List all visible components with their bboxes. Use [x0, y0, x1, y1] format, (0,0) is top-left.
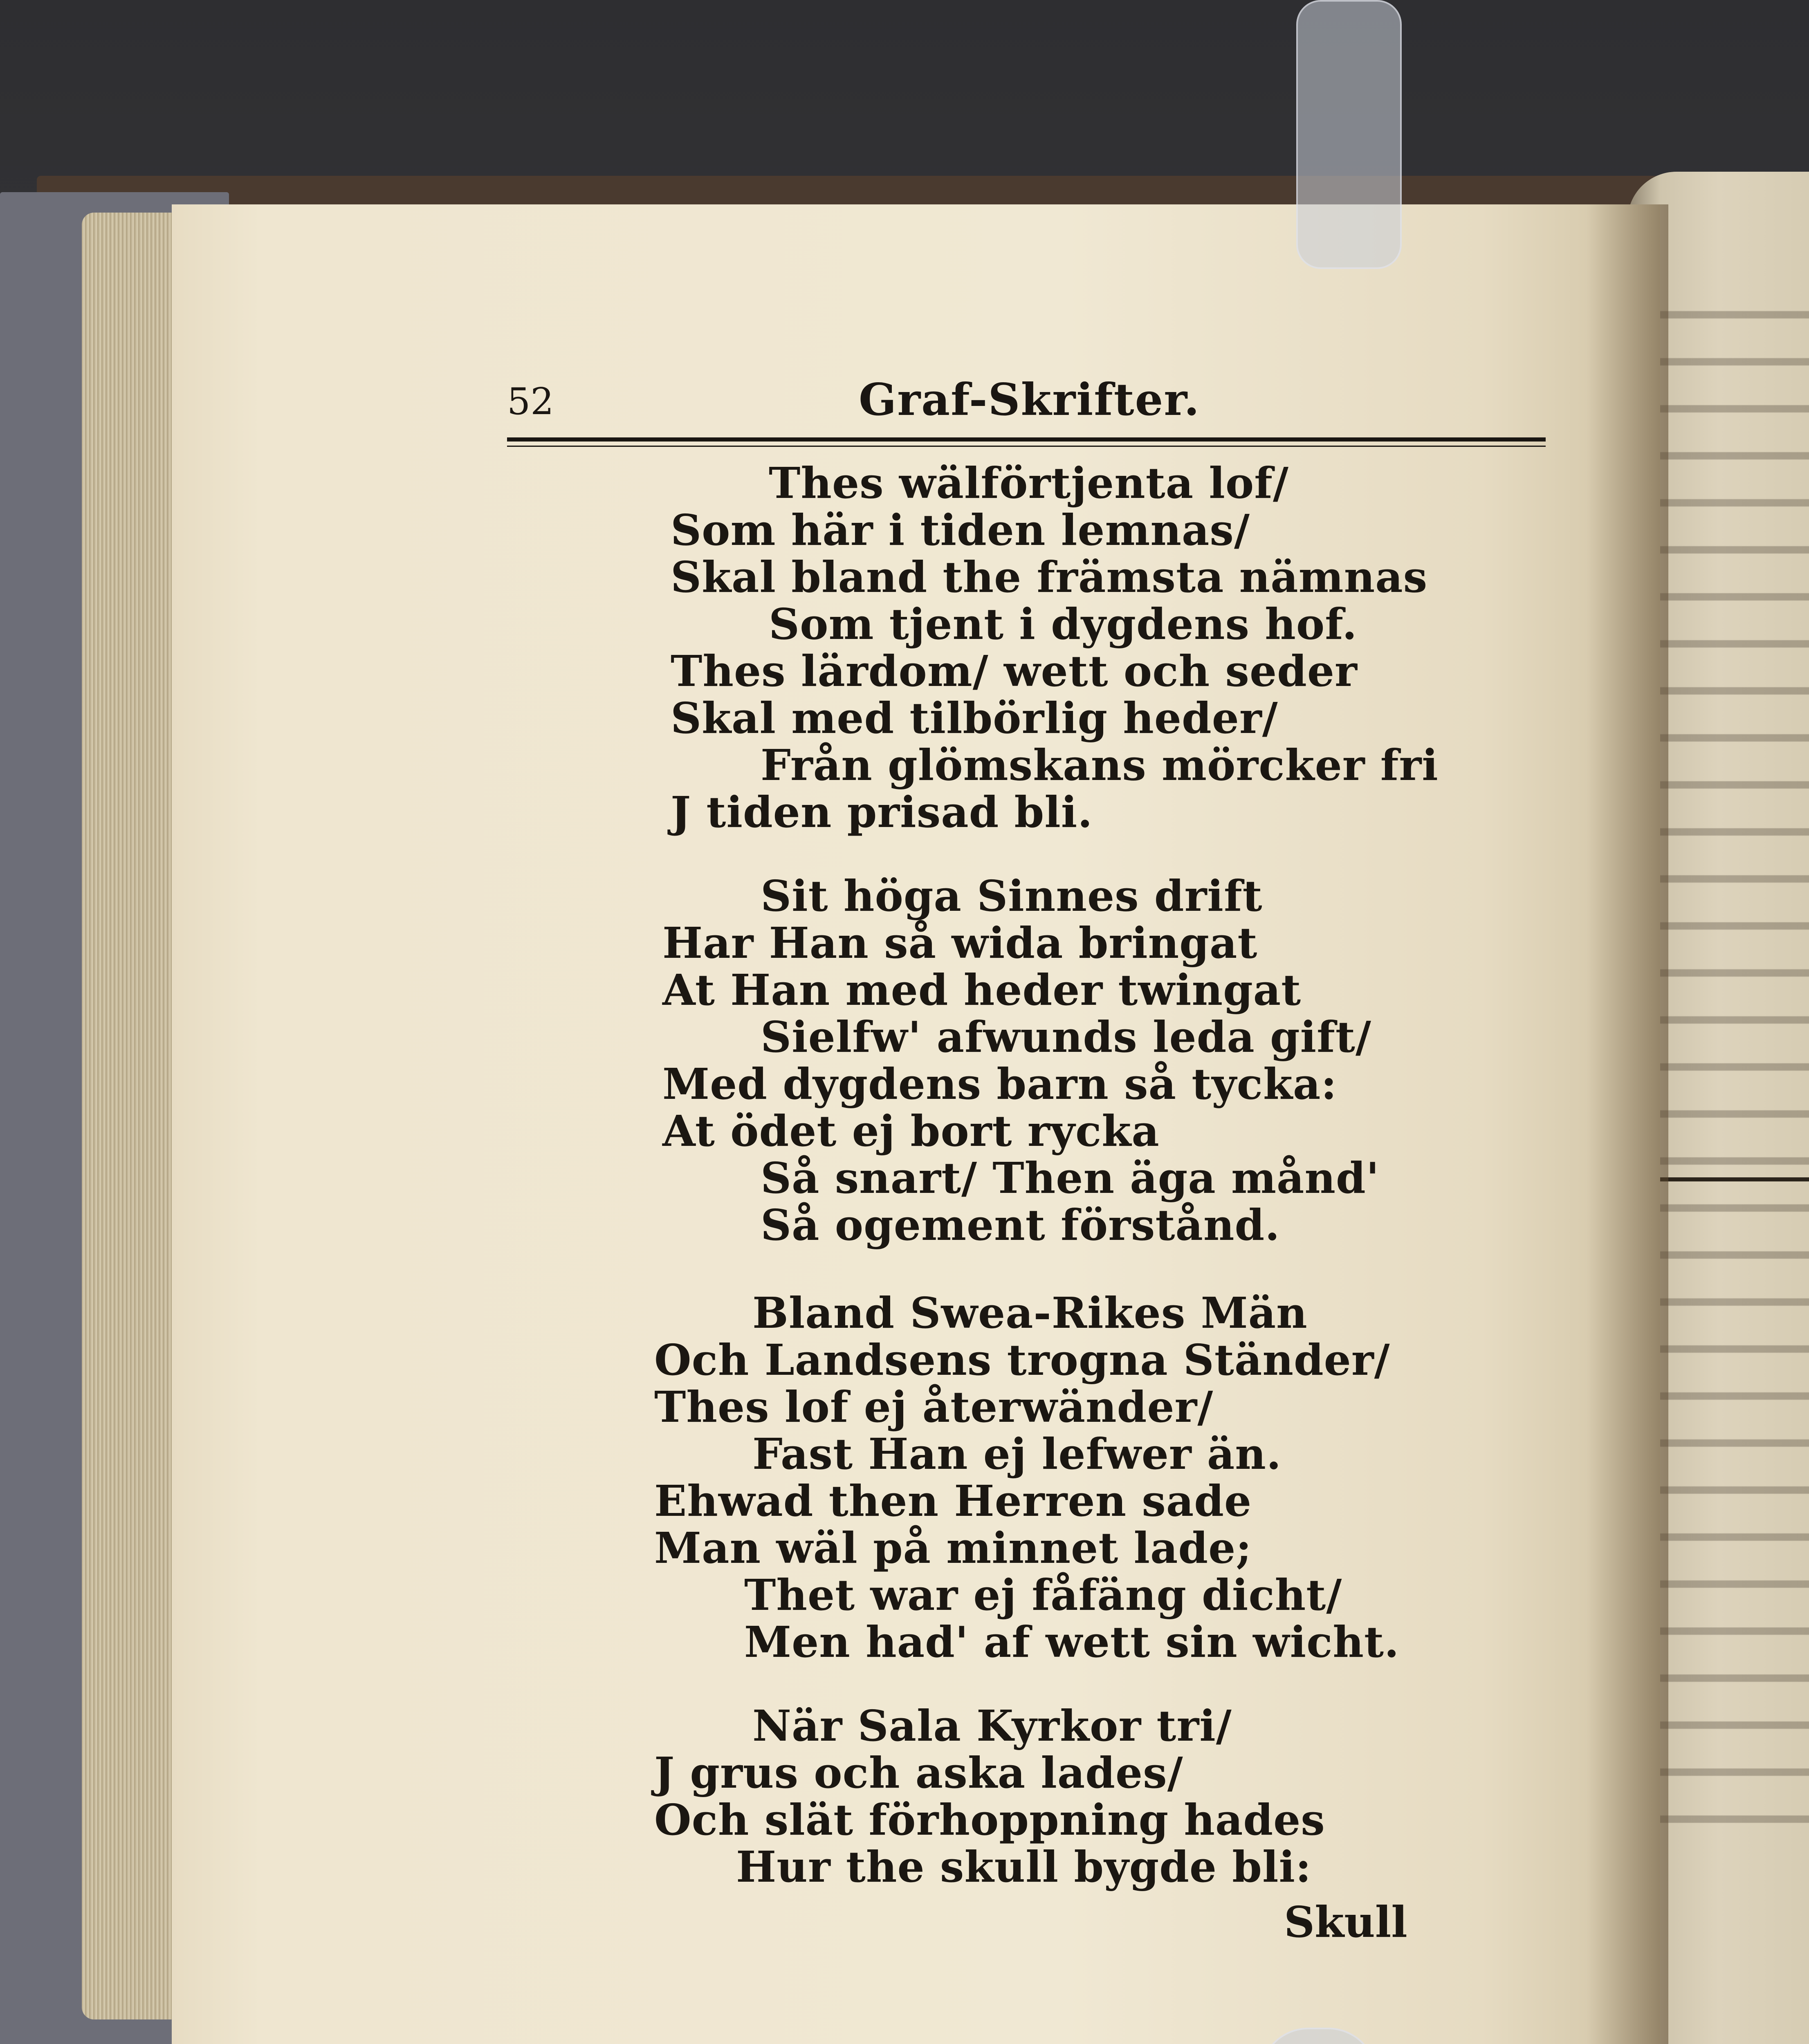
- verse-line: Som här i tiden lemnas/: [671, 505, 1250, 555]
- running-head: Graf-Skrifter.: [859, 374, 1200, 426]
- page-block-edge: [82, 213, 180, 2019]
- catchword: Skull: [1284, 1897, 1407, 1947]
- verse-line: Skal med tilbörlig heder/: [671, 693, 1278, 743]
- verse-line: Men had' af wett sin wicht.: [744, 1617, 1400, 1667]
- verse-line: Hur the skull bygde bli:: [736, 1842, 1312, 1892]
- verse-line: Thes wälförtjenta lof/: [769, 458, 1289, 508]
- verse-line: Har Han så wida bringat: [662, 918, 1258, 968]
- gutter-shadow: [1587, 204, 1668, 2044]
- verse-line: J grus och aska lades/: [654, 1748, 1183, 1798]
- verse-line: At Han med heder twingat: [662, 965, 1302, 1015]
- verse-line: Thet war ej fåfäng dicht/: [744, 1570, 1342, 1620]
- verse-line: Så ogement förstånd.: [761, 1200, 1280, 1250]
- verse-line: Och Landsens trogna Ständer/: [654, 1335, 1390, 1385]
- verse-line: Fast Han ej lefwer än.: [752, 1429, 1282, 1479]
- verse-line: Med dygdens barn så tycka:: [662, 1059, 1337, 1109]
- verse-line: Ehwad then Herren sade: [654, 1476, 1252, 1526]
- verse-line: Sielfw' afwunds leda gift/: [761, 1012, 1371, 1062]
- verse-line: Man wäl på minnet lade;: [654, 1523, 1252, 1573]
- page-clip-top: [1296, 0, 1402, 269]
- verse-line: Bland Swea-Rikes Män: [752, 1288, 1308, 1338]
- verse-line: At ödet ej bort rycka: [662, 1106, 1160, 1156]
- header-rule-thin: [507, 446, 1546, 447]
- verse-line: Thes lof ej återwänder/: [654, 1382, 1214, 1432]
- verse-line: Från glömskans mörcker fri: [761, 740, 1439, 790]
- verse-line: Och slät förhoppning hades: [654, 1795, 1325, 1845]
- header-rule: [507, 437, 1546, 442]
- verse-line: Skal bland the främsta nämnas: [671, 552, 1428, 602]
- verse-line: J tiden prisad bli.: [671, 787, 1093, 837]
- verse-line: Som tjent i dygdens hof.: [769, 599, 1358, 649]
- verse-line: Sit höga Sinnes drift: [761, 871, 1263, 921]
- page-number: 52: [507, 380, 554, 423]
- verse-line: Thes lärdom/ wett och seder: [671, 646, 1358, 696]
- verse-line: Så snart/ Then äga månd': [761, 1153, 1380, 1203]
- verse-line: När Sala Kyrkor tri/: [752, 1701, 1232, 1751]
